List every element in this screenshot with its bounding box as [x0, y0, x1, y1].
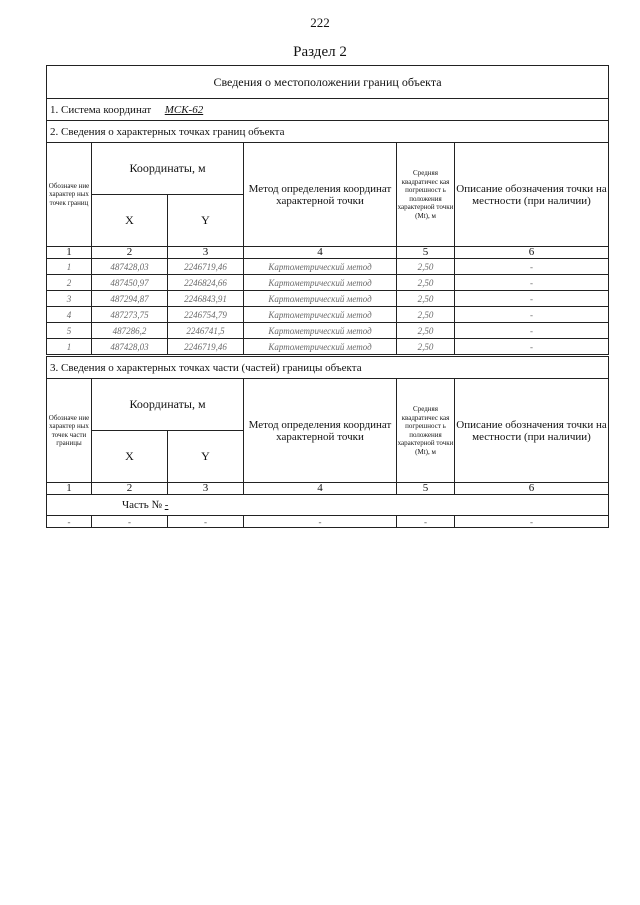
point-description: -: [455, 275, 609, 291]
col-number: 5: [397, 247, 455, 259]
point-error: 2,50: [397, 307, 455, 323]
point-x: 487428,03: [92, 259, 168, 275]
point-error: 2,50: [397, 323, 455, 339]
point-method: Картометрический метод: [244, 259, 397, 275]
part-value: -: [164, 499, 169, 511]
table-row: [47, 307, 609, 323]
point-y: 2246824,66: [168, 275, 244, 291]
point-error: 2,50: [397, 275, 455, 291]
header-description: Описание обозначения точки на местности (при наличии): [455, 143, 609, 247]
point-number: 2: [47, 275, 92, 291]
header-method: Метод определения координат характерной точки: [244, 143, 397, 247]
blank-cell: -: [397, 516, 455, 528]
section-title: Раздел 2: [293, 44, 347, 60]
header-x: X: [92, 195, 168, 247]
col-number: 4: [244, 483, 397, 495]
col-number: 2: [92, 483, 168, 495]
part-row: [47, 495, 609, 516]
col-number: 1: [47, 483, 92, 495]
table-row: [47, 516, 609, 528]
page-number: 222: [310, 15, 330, 30]
point-description: -: [455, 291, 609, 307]
part-cell: [47, 495, 609, 516]
point-number: 1: [47, 339, 92, 355]
col-number: 2: [92, 247, 168, 259]
point-x: 487428,03: [92, 339, 168, 355]
header-method: Метод определения координат характерной точки: [244, 379, 397, 483]
point-x: 487294,87: [92, 291, 168, 307]
header-coordinates: Координаты, м: [92, 143, 244, 195]
points-section-title: 2. Сведения о характерных точках границ объекта: [47, 121, 609, 143]
blank-cell: -: [244, 516, 397, 528]
header-point-designation: Обозначе ние характер ных точек части границы: [47, 379, 92, 483]
col-number: 6: [455, 483, 609, 495]
col-number: 3: [168, 483, 244, 495]
point-method: Картометрический метод: [244, 291, 397, 307]
header-error: Средняя квадратичес кая погрешност ь положения характерной точки (Mt), м: [397, 143, 455, 247]
point-x: 487450,97: [92, 275, 168, 291]
point-x: 487273,75: [92, 307, 168, 323]
point-y: 2246719,46: [168, 259, 244, 275]
point-method: Картометрический метод: [244, 275, 397, 291]
col-number: 5: [397, 483, 455, 495]
col-number: 3: [168, 247, 244, 259]
header-y: Y: [168, 431, 244, 483]
blank-cell: -: [455, 516, 609, 528]
coordinate-system-value: МСК-62: [164, 103, 204, 116]
header-description: Описание обозначения точки на местности (при наличии): [455, 379, 609, 483]
part-boundary-table: [46, 356, 609, 528]
point-y: 2246843,91: [168, 291, 244, 307]
point-error: 2,50: [397, 291, 455, 307]
blank-cell: -: [168, 516, 244, 528]
point-error: 2,50: [397, 339, 455, 355]
part-section-title: 3. Сведения о характерных точках части (частей) границы объекта: [47, 357, 609, 379]
col-number: 6: [455, 247, 609, 259]
table-row: [47, 275, 609, 291]
point-description: -: [455, 323, 609, 339]
point-number: 1: [47, 259, 92, 275]
column-numbers-row: [47, 483, 609, 495]
point-method: Картометрический метод: [244, 307, 397, 323]
blank-cell: -: [92, 516, 168, 528]
point-number: 4: [47, 307, 92, 323]
coordinate-system-row: [47, 99, 609, 121]
point-number: 5: [47, 323, 92, 339]
header-y: Y: [168, 195, 244, 247]
point-y: 2246754,79: [168, 307, 244, 323]
boundary-table: [46, 65, 609, 355]
col-number: 1: [47, 247, 92, 259]
table-row: [47, 259, 609, 275]
header-point-designation: Обозначе ние характер ных точек границ: [47, 143, 92, 247]
header-coordinates: Координаты, м: [92, 379, 244, 431]
point-method: Картометрический метод: [244, 323, 397, 339]
point-y: 2246741,5: [168, 323, 244, 339]
header-x: X: [92, 431, 168, 483]
table-title: Сведения о местоположении границ объекта: [47, 66, 609, 99]
point-description: -: [455, 259, 609, 275]
col-number: 4: [244, 247, 397, 259]
point-error: 2,50: [397, 259, 455, 275]
point-method: Картометрический метод: [244, 339, 397, 355]
table-row: [47, 339, 609, 355]
point-x: 487286,2: [92, 323, 168, 339]
column-numbers-row: [47, 247, 609, 259]
table-row: [47, 291, 609, 307]
blank-cell: -: [47, 516, 92, 528]
coordinate-system-label: 1. Система координат: [50, 103, 152, 116]
point-description: -: [455, 339, 609, 355]
table-row: [47, 323, 609, 339]
part-label: Часть №: [122, 499, 162, 511]
point-description: -: [455, 307, 609, 323]
header-error: Средняя квадратичес кая погрешност ь положения характерной точки (Mt), м: [397, 379, 455, 483]
point-number: 3: [47, 291, 92, 307]
point-y: 2246719,46: [168, 339, 244, 355]
